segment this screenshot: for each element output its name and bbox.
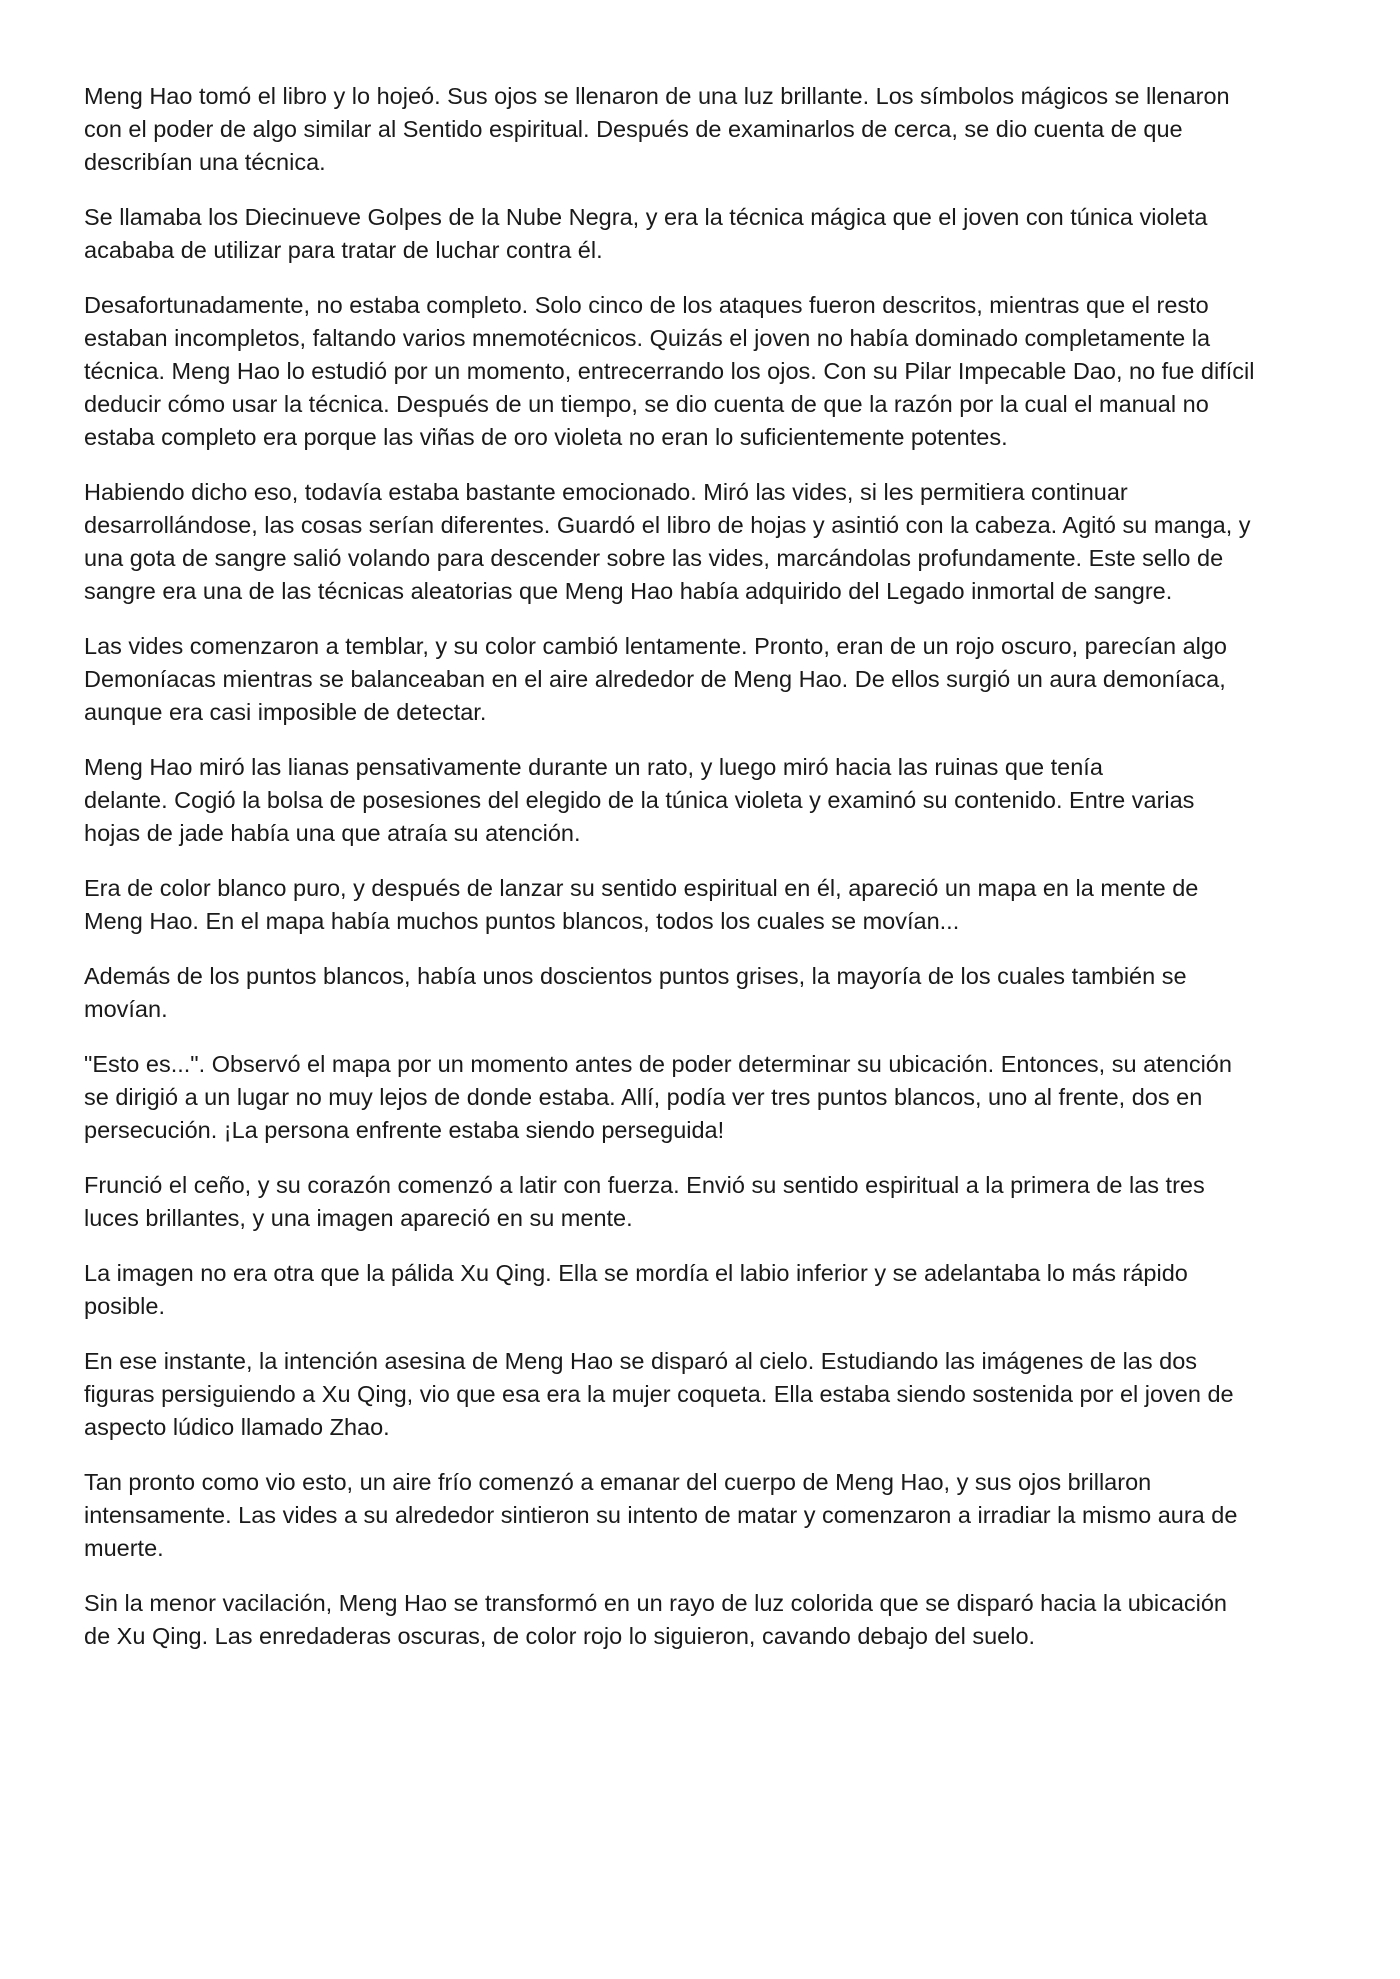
text-line: una gota de sangre salió volando para descender sobre las vides, marcándolas profundamente. Este sello de [84,545,1224,571]
paragraph [84,1466,1324,1565]
text-line: hojas de jade había una que atraía su atención. [84,820,581,846]
paragraph [84,630,1324,729]
text-line: Sin la menor vacilación, Meng Hao se transformó en un rayo de luz colorida que se disparó hacia la ubicación [84,1590,1227,1616]
paragraph [84,1345,1324,1444]
text-line: estaban incompletos, faltando varios mnemotécnicos. Quizás el joven no había dominado completamente la [84,325,1211,351]
text-line: Habiendo dicho eso, todavía estaba bastante emocionado. Miró las vides, si les permitiera continuar [84,479,1128,505]
text-line: se dirigió a un lugar no muy lejos de donde estaba. Allí, podía ver tres puntos blancos, uno al frente, dos en [84,1084,1203,1110]
text-line: aspecto lúdico llamado Zhao. [84,1414,390,1440]
text-line: muerte. [84,1535,164,1561]
paragraph [84,476,1324,608]
text-line: deducir cómo usar la técnica. Después de un tiempo, se dio cuenta de que la razón por la cual el manual no [84,391,1209,417]
text-line: Frunció el ceño, y su corazón comenzó a latir con fuerza. Envió su sentido espiritual a la primera de las tres [84,1172,1205,1198]
text-line: En ese instante, la intención asesina de Meng Hao se disparó al cielo. Estudiando las imágenes de las dos [84,1348,1198,1374]
text-line: delante. Cogió la bolsa de posesiones del elegido de la túnica violeta y examinó su contenido. Entre varias [84,787,1195,813]
text-line: acababa de utilizar para tratar de luchar contra él. [84,237,603,263]
text-line: movían. [84,996,168,1022]
text-line: de Xu Qing. Las enredaderas oscuras, de color rojo lo siguieron, cavando debajo del suelo. [84,1623,1036,1649]
paragraph [84,751,1324,850]
paragraph [84,872,1324,938]
text-line: luces brillantes, y una imagen apareció en su mente. [84,1205,633,1231]
text-line: Meng Hao. En el mapa había muchos puntos blancos, todos los cuales se movían... [84,908,960,934]
text-line: "Esto es...". Observó el mapa por un momento antes de poder determinar su ubicación. Entonces, su atención [84,1051,1232,1077]
paragraph [84,201,1324,267]
text-line: Meng Hao miró las lianas pensativamente durante un rato, y luego miró hacia las ruinas que tenía [84,754,1103,780]
text-line: Era de color blanco puro, y después de lanzar su sentido espiritual en él, apareció un mapa en la mente de [84,875,1199,901]
text-line: Desafortunadamente, no estaba completo. Solo cinco de los ataques fueron descritos, mientras que el resto [84,292,1209,318]
paragraph [84,1169,1324,1235]
text-line: figuras persiguiendo a Xu Qing, vio que esa era la mujer coqueta. Ella estaba siendo sostenida por el joven de [84,1381,1234,1407]
text-line: intensamente. Las vides a su alrededor sintieron su intento de matar y comenzaron a irradiar la mismo aura de [84,1502,1238,1528]
paragraph [84,960,1324,1026]
paragraph [84,80,1324,179]
text-line: Tan pronto como vio esto, un aire frío comenzó a emanar del cuerpo de Meng Hao, y sus ojos brillaron [84,1469,1152,1495]
paragraph [84,1048,1324,1147]
text-line: desarrollándose, las cosas serían diferentes. Guardó el libro de hojas y asintió con la cabeza. Agitó su manga, y [84,512,1251,538]
paragraph [84,1257,1324,1323]
text-line: persecución. ¡La persona enfrente estaba siendo perseguida! [84,1117,725,1143]
text-line: estaba completo era porque las viñas de oro violeta no eran lo suficientemente potentes. [84,424,1008,450]
text-line: aunque era casi imposible de detectar. [84,699,487,725]
text-line: Meng Hao tomó el libro y lo hojeó. Sus ojos se llenaron de una luz brillante. Los símbolos mágicos se llenaron [84,83,1230,109]
text-line: con el poder de algo similar al Sentido espiritual. Después de examinarlos de cerca, se dio cuenta de que [84,116,1183,142]
text-line: describían una técnica. [84,149,326,175]
paragraph [84,1587,1324,1653]
paragraph [84,289,1324,454]
text-line: Se llamaba los Diecinueve Golpes de la Nube Negra, y era la técnica mágica que el joven con túnica violeta [84,204,1208,230]
text-line: Demoníacas mientras se balanceaban en el aire alrededor de Meng Hao. De ellos surgió un aura demoníaca, [84,666,1226,692]
text-line: La imagen no era otra que la pálida Xu Qing. Ella se mordía el labio inferior y se adelantaba lo más rápido [84,1260,1188,1286]
text-line: Además de los puntos blancos, había unos doscientos puntos grises, la mayoría de los cuales también se [84,963,1187,989]
text-line: Las vides comenzaron a temblar, y su color cambió lentamente. Pronto, eran de un rojo oscuro, parecían algo [84,633,1227,659]
text-line: técnica. Meng Hao lo estudió por un momento, entrecerrando los ojos. Con su Pilar Impecable Dao, no fue difícil [84,358,1255,384]
document-body [84,80,1324,1675]
text-line: sangre era una de las técnicas aleatorias que Meng Hao había adquirido del Legado inmortal de sangre. [84,578,1173,604]
text-line: posible. [84,1293,165,1319]
